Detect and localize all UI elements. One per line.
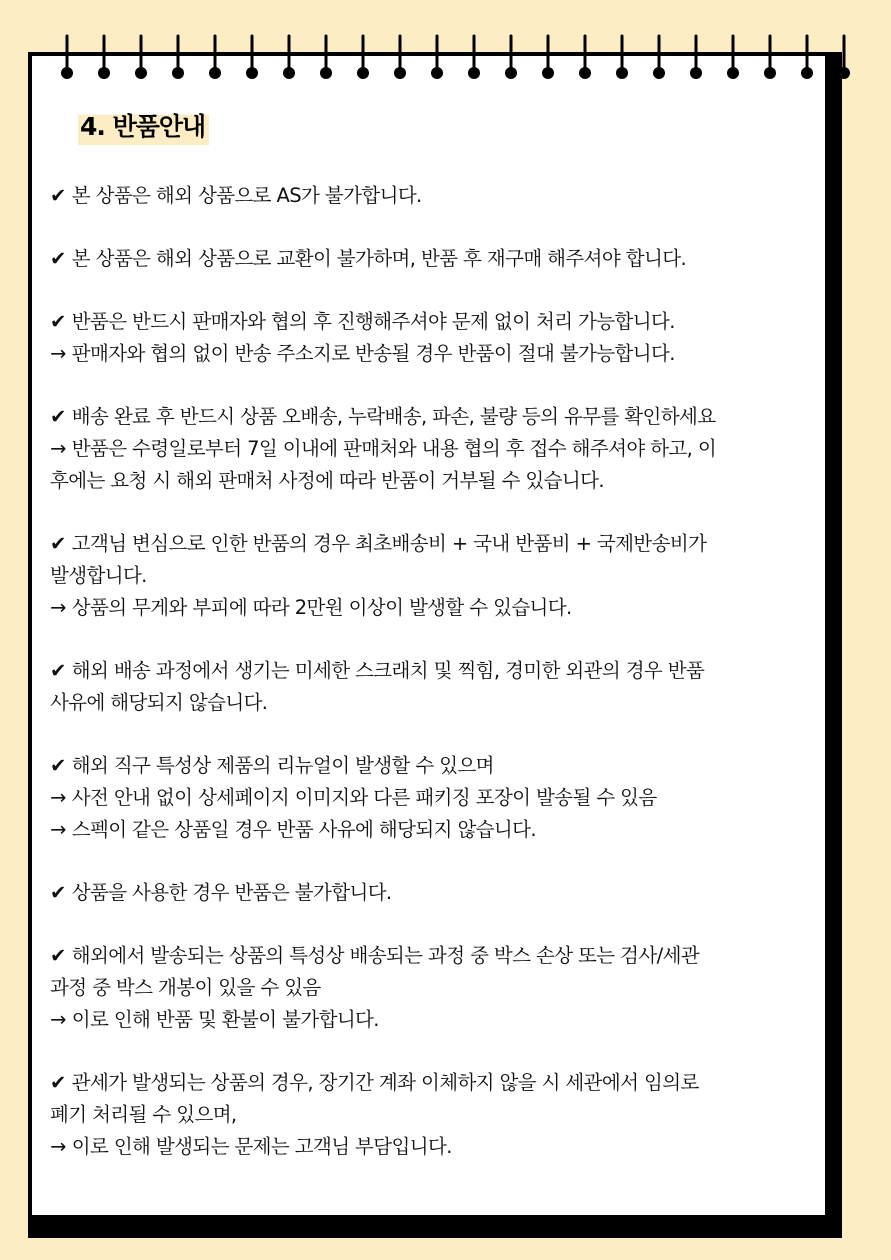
policy-line [50,433,840,465]
policy-text: 사전 안내 없이 상세페이지 이미지와 다른 패키징 포장이 발송될 수 있음 [71,786,657,809]
policy-line [50,401,840,433]
binding-ring-icon [505,36,517,79]
binding-ring-icon [61,36,73,79]
policy-text: 사유에 해당되지 않습니다. [50,691,268,714]
check-mark-icon: ✔ [50,184,66,207]
check-mark-icon: ✔ [50,754,66,777]
policy-item [50,655,840,719]
check-mark-icon: ✔ [50,247,66,270]
policy-item [50,180,840,212]
check-mark-icon: ✔ [50,881,66,904]
policy-text: 배송 완료 후 반드시 상품 오배송, 누락배송, 파손, 불량 등의 유무를 확인하세요 [71,405,716,428]
policy-text: 관세가 발생되는 상품의 경우, 장기간 계좌 이체하지 않을 시 세관에서 임의로 [71,1071,699,1094]
policy-item [50,528,840,624]
policy-text: 스펙이 같은 상품일 경우 반품 사유에 해당되지 않습니다. [71,818,536,841]
policy-item [50,940,840,1036]
policy-line [50,243,840,275]
policy-line [50,1004,840,1036]
policy-line [50,940,840,972]
policy-item [50,750,840,846]
policy-text: 본 상품은 해외 상품으로 교환이 불가하며, 반품 후 재구매 해주셔야 합니다. [71,247,687,270]
right-arrow-icon: → [50,437,66,460]
binding-ring-icon [431,36,443,79]
return-policy-list [50,180,840,1194]
check-mark-icon: ✔ [50,532,66,555]
policy-text: 폐기 처리될 수 있으며, [50,1103,237,1126]
policy-text: 이로 인해 반품 및 환불이 불가합니다. [71,1008,379,1031]
policy-line [50,655,840,687]
binding-ring-icon [542,36,554,79]
right-arrow-icon: → [50,342,66,365]
policy-line [50,338,840,370]
binding-ring-icon [357,36,369,79]
policy-line [50,782,840,814]
policy-text: 후에는 요청 시 해외 판매처 사정에 따라 반품이 거부될 수 있습니다. [50,469,604,492]
policy-text: 해외 배송 과정에서 생기는 미세한 스크래치 및 찍힘, 경미한 외관의 경우 반품 [71,659,705,682]
policy-text: 상품을 사용한 경우 반품은 불가합니다. [71,881,392,904]
section-heading: 4. 반품안내 [78,107,209,145]
binding-ring-icon [246,36,258,79]
policy-text: 고객님 변심으로 인한 반품의 경우 최초배송비 + 국내 반품비 + 국제반송비가 [71,532,707,555]
policy-line [50,687,840,719]
binding-ring-icon [579,36,591,79]
binding-ring-icon [135,36,147,79]
binding-ring-icon [690,36,702,79]
policy-line [50,180,840,212]
check-mark-icon: ✔ [50,659,66,682]
policy-line [50,528,840,560]
policy-line [50,306,840,338]
policy-text: 반품은 반드시 판매자와 협의 후 진행해주셔야 문제 없이 처리 가능합니다. [71,310,675,333]
policy-line [50,814,840,846]
binding-ring-icon [801,36,813,79]
right-arrow-icon: → [50,1008,66,1031]
right-arrow-icon: → [50,786,66,809]
binding-ring-icon [172,36,184,79]
policy-line [50,877,840,909]
policy-item [50,401,840,497]
binding-ring-icon [98,36,110,79]
policy-line [50,560,840,592]
policy-text: 판매자와 협의 없이 반송 주소지로 반송될 경우 반품이 절대 불가능합니다. [71,342,675,365]
policy-text: 이로 인해 발생되는 문제는 고객님 부담입니다. [71,1135,452,1158]
binding-ring-icon [764,36,776,79]
binding-ring-icon [468,36,480,79]
right-arrow-icon: → [50,818,66,841]
policy-line [50,1099,840,1131]
policy-item [50,243,840,275]
policy-line [50,972,840,1004]
policy-text: 반품은 수령일로부터 7일 이내에 판매처와 내용 협의 후 접수 해주셔야 하고, 이 [71,437,717,460]
policy-text: 해외 직구 특성상 제품의 리뉴얼이 발생할 수 있으며 [71,754,494,777]
binding-ring-icon [283,36,295,79]
policy-item [50,877,840,909]
right-arrow-icon: → [50,596,66,619]
binding-ring-icon [727,36,739,79]
policy-text: 과정 중 박스 개봉이 있을 수 있음 [50,976,321,999]
policy-item [50,1067,840,1163]
policy-line [50,1067,840,1099]
binding-ring-icon [838,36,850,79]
policy-line [50,465,840,497]
policy-text: 해외에서 발송되는 상품의 특성상 배송되는 과정 중 박스 손상 또는 검사/세관 [71,944,700,967]
check-mark-icon: ✔ [50,310,66,333]
spiral-binding [0,0,891,90]
policy-text: 발생합니다. [50,564,147,587]
check-mark-icon: ✔ [50,405,66,428]
policy-line [50,1131,840,1163]
policy-text: 본 상품은 해외 상품으로 AS가 불가합니다. [71,184,422,207]
binding-ring-icon [394,36,406,79]
binding-ring-icon [320,36,332,79]
policy-text: 상품의 무게와 부피에 따라 2만원 이상이 발생할 수 있습니다. [71,596,572,619]
binding-ring-icon [653,36,665,79]
binding-ring-icon [616,36,628,79]
check-mark-icon: ✔ [50,1071,66,1094]
right-arrow-icon: → [50,1135,66,1158]
policy-line [50,750,840,782]
binding-ring-icon [209,36,221,79]
policy-line [50,592,840,624]
policy-item [50,306,840,370]
check-mark-icon: ✔ [50,944,66,967]
